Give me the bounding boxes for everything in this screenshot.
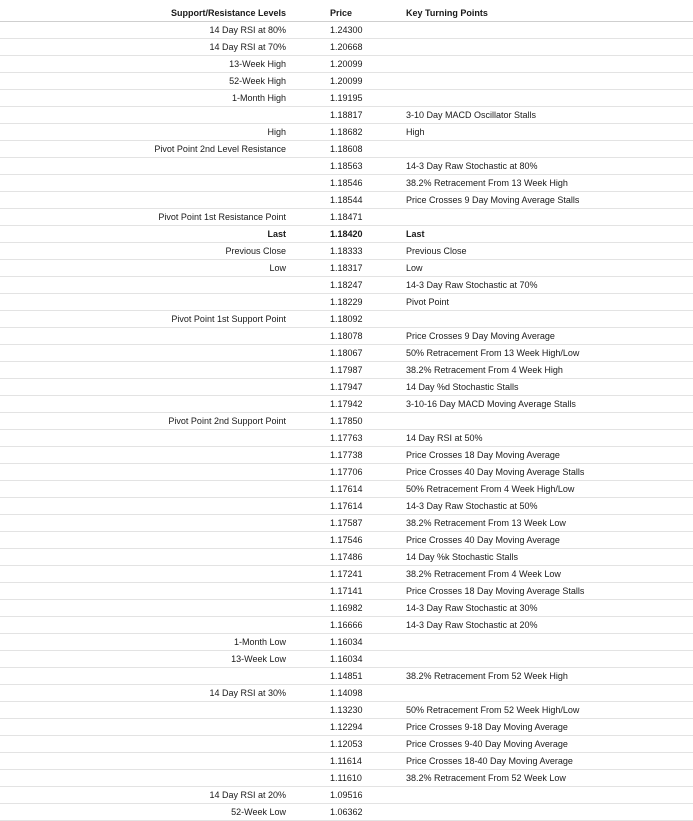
table-row <box>0 685 693 702</box>
level-cell <box>0 583 292 600</box>
price-cell: 1.17738 <box>292 447 364 464</box>
table-row <box>0 753 693 770</box>
key-turning-point-cell: 50% Retracement From 13 Week High/Low <box>364 345 693 362</box>
price-cell: 1.18817 <box>292 107 364 124</box>
level-cell <box>0 719 292 736</box>
price-cell: 1.14851 <box>292 668 364 685</box>
level-cell: Pivot Point 2nd Support Point <box>0 413 292 430</box>
table-row <box>0 447 693 464</box>
level-cell <box>0 600 292 617</box>
level-cell <box>0 447 292 464</box>
price-cell: 1.20099 <box>292 73 364 90</box>
level-cell: 14 Day RSI at 30% <box>0 685 292 702</box>
table-row <box>0 90 693 107</box>
table-row <box>0 107 693 124</box>
table-row <box>0 345 693 362</box>
level-cell: 52-Week Low <box>0 804 292 821</box>
level-cell: Last <box>0 226 292 243</box>
price-cell: 1.11614 <box>292 753 364 770</box>
key-turning-point-cell <box>364 22 693 39</box>
table-row <box>0 73 693 90</box>
level-cell <box>0 345 292 362</box>
key-turning-point-cell <box>364 90 693 107</box>
key-turning-point-cell: Price Crosses 9-18 Day Moving Average <box>364 719 693 736</box>
table-row <box>0 141 693 158</box>
level-cell <box>0 770 292 787</box>
table-row <box>0 719 693 736</box>
price-cell: 1.17942 <box>292 396 364 413</box>
price-cell: 1.20668 <box>292 39 364 56</box>
key-turning-point-cell: Pivot Point <box>364 294 693 311</box>
table-row <box>0 651 693 668</box>
key-turning-point-cell: 14 Day %k Stochastic Stalls <box>364 549 693 566</box>
price-cell: 1.24300 <box>292 22 364 39</box>
table-row <box>0 328 693 345</box>
level-cell: High <box>0 124 292 141</box>
key-turning-point-cell: 38.2% Retracement From 13 Week High <box>364 175 693 192</box>
price-cell: 1.18608 <box>292 141 364 158</box>
level-cell: 14 Day RSI at 70% <box>0 39 292 56</box>
table-row <box>0 634 693 651</box>
level-cell <box>0 192 292 209</box>
table-row <box>0 22 693 39</box>
header-key-turning-points: Key Turning Points <box>364 5 693 22</box>
level-cell: 14 Day RSI at 80% <box>0 22 292 39</box>
level-cell <box>0 396 292 413</box>
level-cell <box>0 175 292 192</box>
price-cell: 1.18229 <box>292 294 364 311</box>
table-row <box>0 617 693 634</box>
key-turning-point-cell <box>364 209 693 226</box>
key-turning-point-cell: 3-10 Day MACD Oscillator Stalls <box>364 107 693 124</box>
level-cell: 1-Month Low <box>0 634 292 651</box>
key-turning-point-cell: 3-10-16 Day MACD Moving Average Stalls <box>364 396 693 413</box>
key-turning-point-cell: 50% Retracement From 52 Week High/Low <box>364 702 693 719</box>
level-cell <box>0 158 292 175</box>
level-cell <box>0 566 292 583</box>
level-cell <box>0 617 292 634</box>
level-cell <box>0 532 292 549</box>
key-turning-point-cell: High <box>364 124 693 141</box>
level-cell <box>0 430 292 447</box>
table-row <box>0 549 693 566</box>
key-turning-point-cell: 14 Day RSI at 50% <box>364 430 693 447</box>
price-cell: 1.17706 <box>292 464 364 481</box>
key-turning-point-cell <box>364 141 693 158</box>
table-row <box>0 736 693 753</box>
key-turning-point-cell: 38.2% Retracement From 4 Week Low <box>364 566 693 583</box>
level-cell: Previous Close <box>0 243 292 260</box>
price-cell: 1.17947 <box>292 379 364 396</box>
level-cell <box>0 362 292 379</box>
level-cell: 52-Week High <box>0 73 292 90</box>
price-cell: 1.06362 <box>292 804 364 821</box>
level-cell <box>0 668 292 685</box>
price-cell: 1.16982 <box>292 600 364 617</box>
table-row <box>0 413 693 430</box>
table-row <box>0 481 693 498</box>
level-cell <box>0 736 292 753</box>
table-header-row <box>0 5 693 22</box>
key-turning-point-cell: 14-3 Day Raw Stochastic at 80% <box>364 158 693 175</box>
level-cell <box>0 498 292 515</box>
table-row <box>0 209 693 226</box>
price-cell: 1.17614 <box>292 498 364 515</box>
price-cell: 1.16666 <box>292 617 364 634</box>
level-cell <box>0 107 292 124</box>
level-cell: Pivot Point 2nd Level Resistance <box>0 141 292 158</box>
price-cell: 1.17763 <box>292 430 364 447</box>
key-turning-point-cell: Price Crosses 40 Day Moving Average <box>364 532 693 549</box>
price-cell: 1.17141 <box>292 583 364 600</box>
key-turning-point-cell: Previous Close <box>364 243 693 260</box>
price-cell: 1.16034 <box>292 651 364 668</box>
table-row <box>0 787 693 804</box>
price-cell: 1.18247 <box>292 277 364 294</box>
table-row <box>0 192 693 209</box>
table-row <box>0 668 693 685</box>
level-cell <box>0 753 292 770</box>
key-turning-point-cell: Price Crosses 40 Day Moving Average Stalls <box>364 464 693 481</box>
level-cell: Low <box>0 260 292 277</box>
price-cell: 1.17987 <box>292 362 364 379</box>
price-cell: 1.18317 <box>292 260 364 277</box>
table-row <box>0 515 693 532</box>
price-cell: 1.18333 <box>292 243 364 260</box>
table-row <box>0 583 693 600</box>
table-row <box>0 770 693 787</box>
key-turning-point-cell <box>364 56 693 73</box>
price-cell: 1.17587 <box>292 515 364 532</box>
table-row <box>0 175 693 192</box>
table-row <box>0 379 693 396</box>
price-cell: 1.18471 <box>292 209 364 226</box>
key-turning-point-cell: Last <box>364 226 693 243</box>
key-turning-point-cell <box>364 311 693 328</box>
table-row <box>0 600 693 617</box>
price-cell: 1.18544 <box>292 192 364 209</box>
key-turning-point-cell: 38.2% Retracement From 52 Week Low <box>364 770 693 787</box>
level-cell: 14 Day RSI at 20% <box>0 787 292 804</box>
key-turning-point-cell: 14-3 Day Raw Stochastic at 20% <box>364 617 693 634</box>
level-cell <box>0 328 292 345</box>
key-turning-point-cell: 38.2% Retracement From 52 Week High <box>364 668 693 685</box>
table-row <box>0 362 693 379</box>
table-body <box>0 22 693 821</box>
key-turning-point-cell: Price Crosses 18 Day Moving Average <box>364 447 693 464</box>
price-cell: 1.19195 <box>292 90 364 107</box>
price-cell: 1.14098 <box>292 685 364 702</box>
table-row <box>0 158 693 175</box>
price-cell: 1.13230 <box>292 702 364 719</box>
key-turning-point-cell: 50% Retracement From 4 Week High/Low <box>364 481 693 498</box>
level-cell <box>0 464 292 481</box>
table-row <box>0 464 693 481</box>
key-turning-point-cell: Low <box>364 260 693 277</box>
key-turning-point-cell <box>364 787 693 804</box>
key-turning-point-cell <box>364 73 693 90</box>
support-resistance-table <box>0 5 693 821</box>
level-cell: 1-Month High <box>0 90 292 107</box>
price-cell: 1.11610 <box>292 770 364 787</box>
table-row <box>0 243 693 260</box>
key-turning-point-cell: 38.2% Retracement From 4 Week High <box>364 362 693 379</box>
table-row <box>0 498 693 515</box>
price-cell: 1.17241 <box>292 566 364 583</box>
price-cell: 1.18420 <box>292 226 364 243</box>
level-cell: 13-Week Low <box>0 651 292 668</box>
table-row <box>0 532 693 549</box>
table-row <box>0 56 693 73</box>
level-cell <box>0 702 292 719</box>
key-turning-point-cell <box>364 39 693 56</box>
level-cell <box>0 294 292 311</box>
key-turning-point-cell: Price Crosses 9 Day Moving Average Stalls <box>364 192 693 209</box>
table-row <box>0 566 693 583</box>
header-levels: Support/Resistance Levels <box>0 5 292 22</box>
key-turning-point-cell <box>364 804 693 821</box>
header-price: Price <box>292 5 364 22</box>
key-turning-point-cell <box>364 634 693 651</box>
level-cell: 13-Week High <box>0 56 292 73</box>
price-cell: 1.09516 <box>292 787 364 804</box>
table-row <box>0 430 693 447</box>
key-turning-point-cell <box>364 651 693 668</box>
price-cell: 1.18067 <box>292 345 364 362</box>
table-row <box>0 260 693 277</box>
key-turning-point-cell: 14-3 Day Raw Stochastic at 70% <box>364 277 693 294</box>
price-cell: 1.12294 <box>292 719 364 736</box>
price-cell: 1.18546 <box>292 175 364 192</box>
level-cell <box>0 515 292 532</box>
table-row <box>0 804 693 821</box>
table-row <box>0 311 693 328</box>
table-row <box>0 124 693 141</box>
price-cell: 1.17614 <box>292 481 364 498</box>
level-cell <box>0 549 292 566</box>
key-turning-point-cell: 14-3 Day Raw Stochastic at 30% <box>364 600 693 617</box>
key-turning-point-cell <box>364 685 693 702</box>
table-row <box>0 294 693 311</box>
table-row <box>0 277 693 294</box>
key-turning-point-cell: 14-3 Day Raw Stochastic at 50% <box>364 498 693 515</box>
level-cell: Pivot Point 1st Support Point <box>0 311 292 328</box>
key-turning-point-cell <box>364 413 693 430</box>
table-row <box>0 396 693 413</box>
key-turning-point-cell: Price Crosses 9-40 Day Moving Average <box>364 736 693 753</box>
key-turning-point-cell: Price Crosses 9 Day Moving Average <box>364 328 693 345</box>
price-cell: 1.18563 <box>292 158 364 175</box>
price-cell: 1.20099 <box>292 56 364 73</box>
key-turning-point-cell: Price Crosses 18 Day Moving Average Stalls <box>364 583 693 600</box>
price-cell: 1.17486 <box>292 549 364 566</box>
price-cell: 1.17546 <box>292 532 364 549</box>
level-cell <box>0 481 292 498</box>
price-cell: 1.18682 <box>292 124 364 141</box>
level-cell <box>0 277 292 294</box>
level-cell: Pivot Point 1st Resistance Point <box>0 209 292 226</box>
level-cell <box>0 379 292 396</box>
price-cell: 1.17850 <box>292 413 364 430</box>
table-row <box>0 226 693 243</box>
price-cell: 1.16034 <box>292 634 364 651</box>
price-cell: 1.12053 <box>292 736 364 753</box>
price-cell: 1.18092 <box>292 311 364 328</box>
price-cell: 1.18078 <box>292 328 364 345</box>
key-turning-point-cell: 14 Day %d Stochastic Stalls <box>364 379 693 396</box>
table-row <box>0 39 693 56</box>
key-turning-point-cell: 38.2% Retracement From 13 Week Low <box>364 515 693 532</box>
table-row <box>0 702 693 719</box>
key-turning-point-cell: Price Crosses 18-40 Day Moving Average <box>364 753 693 770</box>
